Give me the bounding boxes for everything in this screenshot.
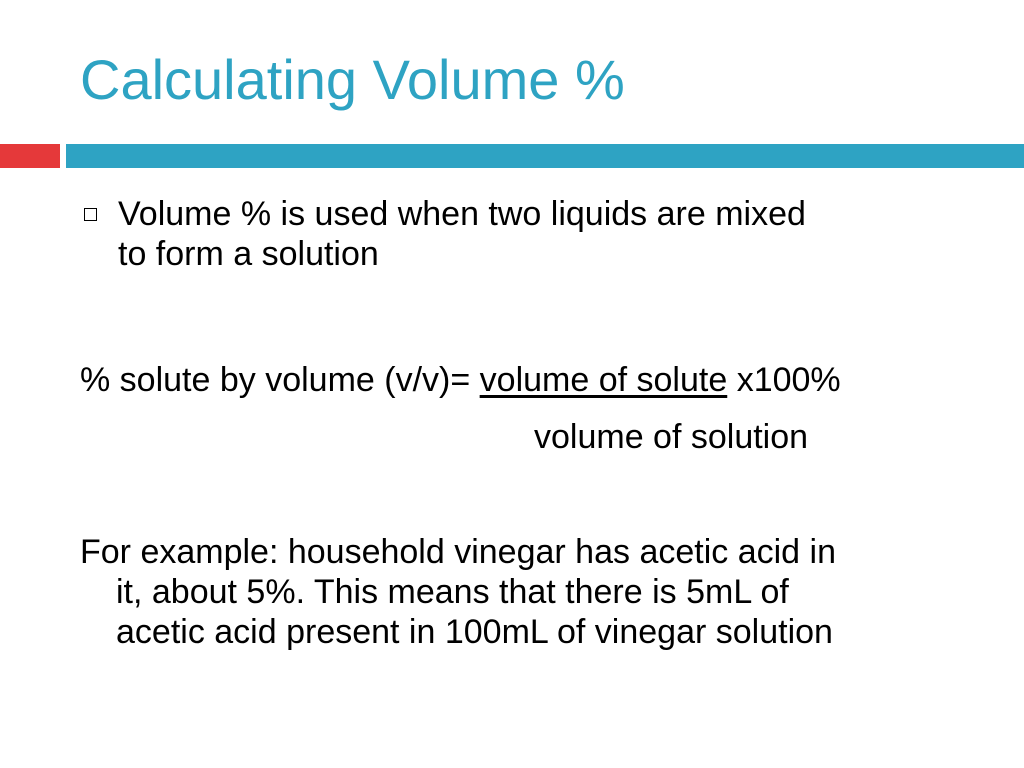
- example-line-2: it, about 5%. This means that there is 5mL of: [116, 573, 789, 611]
- square-bullet-icon: [84, 208, 97, 221]
- bullet-line-1: Volume % is used when two liquids are mixed: [118, 195, 806, 233]
- bullet-paragraph: [118, 194, 806, 274]
- example-paragraph: [80, 532, 836, 652]
- formula-lead: % solute by volume (v/v)=: [80, 361, 480, 399]
- example-line-1: For example: household vinegar has acetic acid in: [80, 533, 836, 571]
- formula-factor: x100%: [727, 361, 841, 399]
- example-line-3: acetic acid present in 100mL of vinegar solution: [116, 613, 833, 651]
- accent-bar-red: [0, 144, 60, 168]
- bullet-line-2: to form a solution: [118, 235, 379, 273]
- formula-line: [80, 360, 841, 400]
- formula-numerator: volume of solute: [479, 361, 728, 399]
- formula-denominator: volume of solution: [534, 418, 809, 456]
- slide-title: Calculating Volume %: [80, 48, 625, 111]
- accent-bar-blue: [66, 144, 1024, 168]
